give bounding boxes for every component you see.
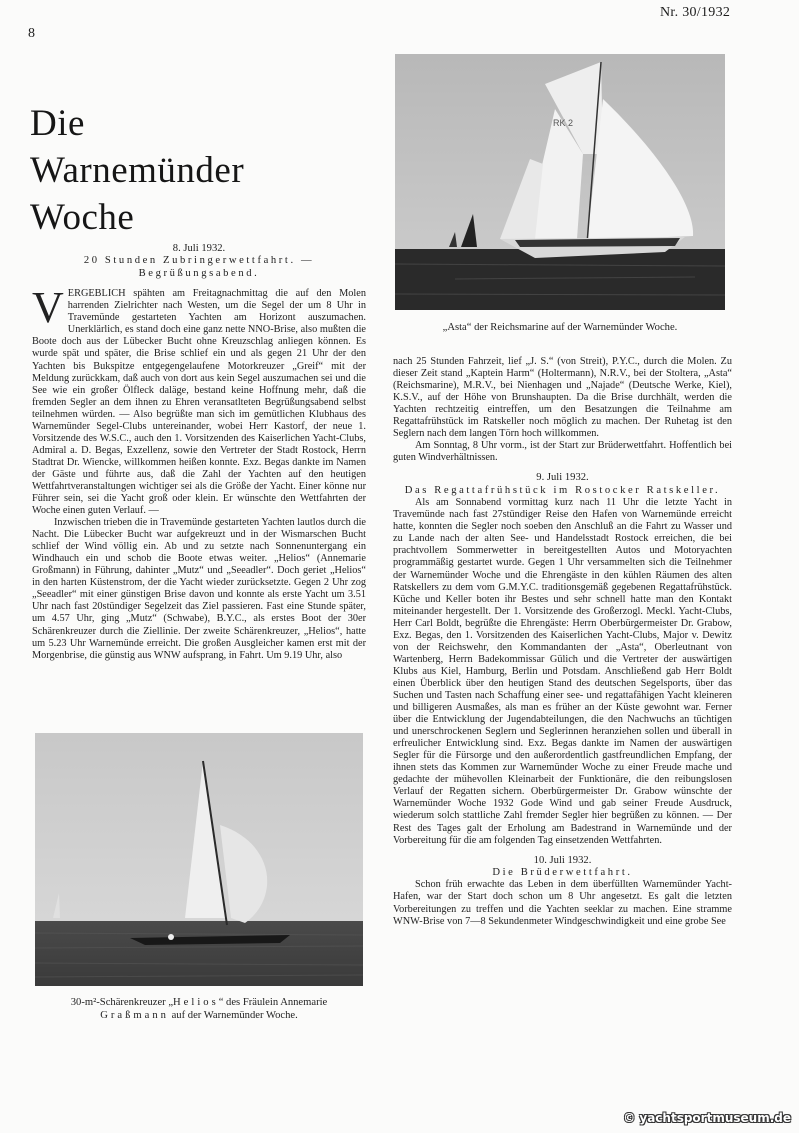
- sailboat-photo-icon: [35, 733, 363, 986]
- paragraph: Als am Sonnabend vormittag kurz nach 11 Uhr die letzte Yacht in Travemünde nach fast 27stündiger Reise den Hafen von Warnemünde erreicht hatte, konnten die Segler noch soeben den Anschluß an die Fahrt zu Wasser und zu Lande nach der alten See- und Handelsstadt Rostock erreichen, die bei prachtvollem Sommerwetter in bereitgestellten Autos und Motoryachten programmäßig gestartet wurde. Gegen 1 Uhr versammelten sich die Teilnehmer der Warnemünder Woche und die Ehrengäste in den kühlen Räumen des alten Ratskellers zu dem vom G.M.Y.C. traditionsgemäß gegebenen Regattafrühstück. Küche und Keller boten ihr Bestes und sehr schnell hatte man den Kontakt miteinander hergestellt. Der 1. Vorsitzende des Großerzogl. Meckl. Yacht-Clubs, Herr Carl Boldt, begrüßte die Ehrengäste: Herrn Oberbürgermeister Dr. Grabow, Exz. Begas, den 1. Vorsitzenden des Kaiserlichen Yacht-Clubs, Major v. Dewitz von der Reichswehr, den Kommandanten der „Asta“, Oberleutnant von Wartenberg, Herrn Badekommissar Gülich und die Vertreter der auswärtigen Klubs aus Kiel, Hamburg, Berlin und Potsdam. Anschließend gab Herr Boldt einen Überblick über den heutigen Stand des deutschen Segelsports, über das Suchen und Tasten nach Schaffung einer see- und regattafähigen Yacht kleineren und billigeren Ausmaßes, als man es früher an der Küste gewohnt war. Ferner über die Entwicklung der Jugendabteilungen, die den Nachwuchs an tüchtigen und unerschrockenen Seglern und Seglerinnen heranziehen sollen und überall in erfreulicher Entwicklung sind. Exz. Begas dankte im Namen der auswärtigen Segler für die Fürsorge und den außerordentlich gastfreundlichen Empfang, der ihnen stets das Kommen zur Warnemünder Woche zu einer Freude mache und gedachte der mühevollen Kleinarbeit der Funktionäre, die den reibungslosen Verlauf der Regatten sichern. Oberbürgermeister Dr. Grabow wünschte der Warnemünder Woche 1932 Gode Wind und gab seiner Freude Ausdruck, wiederum solch stattliche Zahl fremder Segler hier begrüßen zu können. — Der Rest des Tages galt der Erholung am Badestrand in Warnemünde und der Vorbereitung für die am folgenden Tag einsetzenden Wettfahrten.: [393, 497, 732, 846]
- photo-asta: [395, 54, 725, 310]
- section-date: 10. Juli 1932.: [533, 854, 592, 866]
- svg-text:RK 2: RK 2: [553, 118, 574, 128]
- section-heading: 20 Stunden Zubringerwettfahrt. — Begrüßungsabend.: [83, 255, 315, 279]
- paragraph: VERGEBLICH spähten am Freitagnachmittag die auf den Molen harrenden Zielrichter nach Westen, um die Segel der um 8 Uhr in Travemünde gestarteten Yachten am Horizont auszumachen. Unerklärlich, es stand doch eine ganz nette NNO-Brise, also mußten die Boote doch aus der Lübecker Bucht ohne Kreuzschlag anliegen können. Es wurde spät und später, die Brise schlief ein und als gegen 21 Uhr der den Yachten bis Bukspitze entgegengelaufene Motorkreuzer „Greif“ mit der Meldung zurückkam, daß auch von dort aus kein Segel auszumachen sei und die See wie ein großer Ölfleck daläge, bestand keine Hoffnung mehr, daß die fremden Segler an dem ihnen zu Ehren veransatlteten Begrüßungsabend selbst teilnehmen würden. — Also begrüßte man sich im gemütlichen Klubhaus des Warnemünder Segel-Clubs untereinander, wobei Herr Kastorf, der neue 1. Vorsitzende des W.S.C., auch den 1. Vorsitzenden des Kaiserlichen Yacht-Clubs, Admiral a. D. Begas, Exzellenz, sowie den Vertreter der Stadt Rostock, Herrn Stadtrat Dr. Wiencke, willkommen heißen konnte. Exz. Begas dankte im Namen der Gäste und führte aus, daß die Zahl der Yachten auf den heutigen Wettfahrtveranstaltungen wichtiger sei als die Größe der Yacht. Einer könne nur Führer sein, sei die Yacht groß oder klein. Er wünschte den Wettfahrten der Woche einen guten Verlauf. —: [32, 283, 366, 517]
- title-line: Die: [30, 103, 85, 144]
- section-date: 9. Juli 1932.: [536, 472, 589, 484]
- photo-helios: [35, 733, 363, 986]
- copyright-watermark: © yachtsportmuseum.de: [623, 1111, 791, 1125]
- drop-cap: V: [32, 283, 64, 333]
- section-heading: Die Brüderwettfahrt.: [492, 867, 633, 878]
- title-line: Warnemünder: [30, 150, 245, 191]
- paragraph: Schon früh erwachte das Leben in dem überfüllten Warnemünder Yacht-Hafen, war der Start doch schon um 8 Uhr angesetzt. Es galt die letzten Vorbereitungen zu treffen und die Yachten seeklar zu machen. Eine stramme WNW-Brise von 7—8 Sekundenmeter Windgeschwindigkeit und eine grobe See: [393, 879, 732, 927]
- photo-caption-asta: „Asta“ der Reichsmarine auf der Warnemünder Woche.: [442, 322, 678, 333]
- issue-number: Nr. 30/1932: [660, 5, 731, 20]
- paragraph: Am Sonntag, 8 Uhr vorm., ist der Start zur Brüderwettfahrt. Hoffentlich bei guten Windverhältnissen.: [393, 440, 732, 464]
- right-column-text: [393, 356, 732, 928]
- page-number: 8: [28, 26, 35, 41]
- photo-caption-helios: 30-m²-Schärenkreuzer „Helios“ des Fräulein Annemarie Graßmann auf der Warnemünder Woche.: [70, 997, 328, 1021]
- title-line: Woche: [30, 197, 135, 238]
- section-date: 8. Juli 1932.: [172, 243, 226, 254]
- article-title: [30, 100, 244, 241]
- schooner-photo-icon: [395, 54, 725, 310]
- left-column-text: [32, 243, 366, 662]
- section-heading: Das Regattafrühstück im Rostocker Ratskeller.: [404, 484, 721, 496]
- paragraph: Inzwischen trieben die in Travemünde gestarteten Yachten lautlos durch die Nacht. Die Lübecker Bucht war aufgekreuzt und in der Wismarschen Bucht schlief der Wind völlig ein. Ab und zu setzte nach Sonnenuntergang ein Windhauch ein und schob die Boote etwas weiter. „Helios“ (Annemarie Großmann) in Führung, dahinter „Mutz“ und „Seeadler“. Doch geriet „Helios“ in den harten Küstenstrom, der die Yacht wieder zurücksetzte. Gegen 2 Uhr zog „Seeadler“ mit einer günstigen Brise davon und konnte als erste Yacht um 3.51 Uhr nach fast 20stündiger Segelzeit das Ziel passieren. Fast eine Stunde später, um 4.57 Uhr, ging „Mutz“ (Schwabe), B.Y.C., als erstes Boot der 30er Schärenkreuzer durch die Ziellinie. Der zweite Schärenkreuzer, „Helios“, hatte um 5.23 Uhr Warnemünde erreicht. Die großen Ausgleicher kamen erst mit der Morgenbrise, die günstig aus WNW aufsprang, in Fahrt. Um 9.19 Uhr, also: [32, 517, 366, 661]
- paragraph: nach 25 Stunden Fahrzeit, lief „J. S.“ (von Streit), P.Y.C., durch die Molen. Zu dieser Zeit stand „Kaptein Harm“ (Holtermann), N.R.V., bei der Stoltera, „Asta“ (Reichsmarine), M.R.V., bei Nienhagen und „Najade“ (Deutsche Werke, Kiel), K.S.V., auf der Höhe von Brunshaupten. Da die Brise durchhält, werden die Yachten rechtzeitig eintreffen, um den Besatzungen die Teilnahme am Regattafrühstück im Ratskeller noch möglich zu machen. Der Ruhetag ist den Seglern nach dem langen Törn hoch willkommen.: [393, 356, 732, 440]
